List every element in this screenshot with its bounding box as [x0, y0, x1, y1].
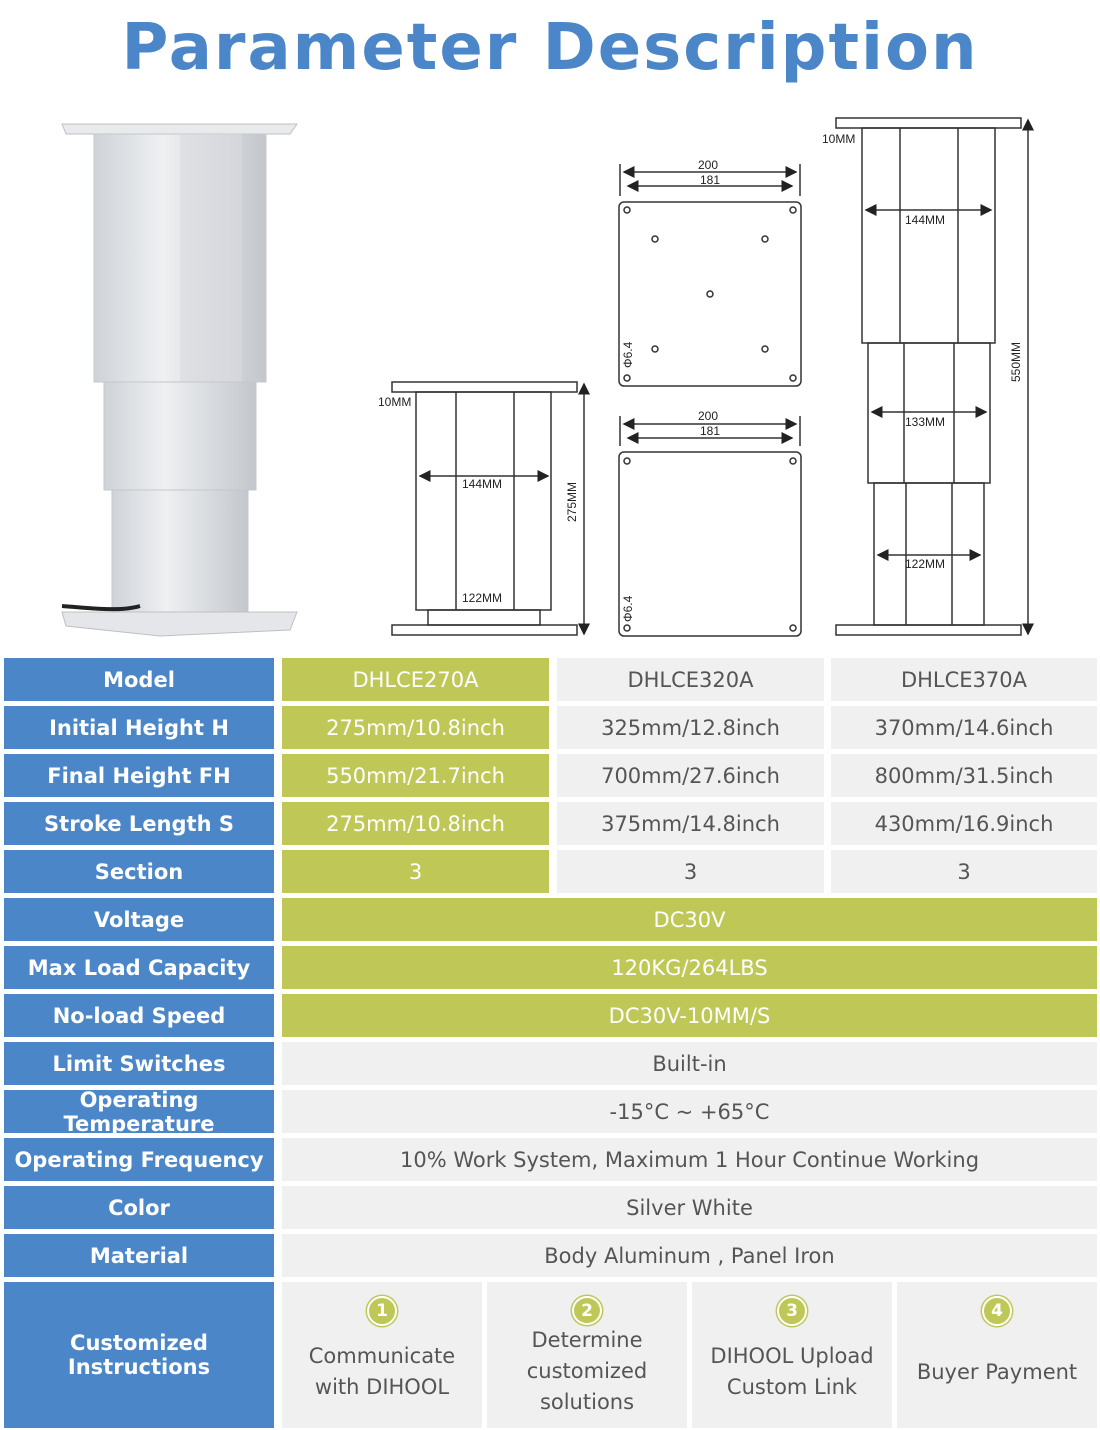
table-row-max-load [0, 946, 1100, 989]
row-label: Model [4, 658, 274, 701]
value-cell: 325mm/12.8inch [557, 706, 824, 749]
tall-width-2-label: 133MM [905, 415, 946, 429]
table-row-customized-instructions [0, 1282, 1100, 1428]
table-row-voltage [0, 898, 1100, 941]
row-label: Material [4, 1234, 274, 1277]
row-label: Stroke Length S [4, 802, 274, 845]
value-cell: 3 [282, 850, 549, 893]
custom-step [897, 1282, 1097, 1428]
top-plate-hole-label: Φ6.4 [621, 341, 635, 368]
row-label: Operating Frequency [4, 1138, 274, 1181]
custom-step [692, 1282, 892, 1428]
custom-step [487, 1282, 687, 1428]
top-plate-outer-label: 200 [698, 158, 719, 172]
value-cell: 3 [831, 850, 1097, 893]
short-height-label: 275MM [565, 481, 579, 522]
page-title: Parameter Description [121, 11, 979, 85]
table-row-operating-frequency [0, 1138, 1100, 1181]
table-row-final-height [0, 754, 1100, 797]
value-cell: 430mm/16.9inch [831, 802, 1097, 845]
value-cell: 375mm/14.8inch [557, 802, 824, 845]
tall-plate-label: 10MM [822, 132, 856, 146]
table-row-no-load-speed [0, 994, 1100, 1037]
value-cell: 275mm/10.8inch [282, 802, 549, 845]
row-label: Final Height FH [4, 754, 274, 797]
top-plate-drawing [619, 164, 801, 386]
step-number-badge: 4 [982, 1296, 1012, 1326]
row-label: Section [4, 850, 274, 893]
value-cell: -15°C ~ +65°C [282, 1090, 1097, 1133]
tall-width-3-label: 122MM [905, 557, 946, 571]
step-number-badge: 1 [367, 1296, 397, 1326]
value-cell: 275mm/10.8inch [282, 706, 549, 749]
short-width-top-label: 144MM [462, 477, 503, 491]
value-cell: 10% Work System, Maximum 1 Hour Continue Working [282, 1138, 1097, 1181]
value-cell: 120KG/264LBS [282, 946, 1097, 989]
value-cell: Silver White [282, 1186, 1097, 1229]
bottom-plate-inner-label: 181 [700, 424, 721, 438]
value-cell: 3 [557, 850, 824, 893]
value-cell: Built-in [282, 1042, 1097, 1085]
row-label: Customized Instructions [4, 1282, 274, 1428]
short-width-bottom-label: 122MM [462, 591, 503, 605]
step-number-badge: 2 [572, 1296, 602, 1325]
column-photo [62, 124, 297, 636]
value-cell: Body Aluminum , Panel Iron [282, 1234, 1097, 1277]
row-label: Max Load Capacity [4, 946, 274, 989]
table-row-model [0, 658, 1100, 701]
value-cell: 700mm/27.6inch [557, 754, 824, 797]
custom-step [282, 1282, 482, 1428]
bottom-plate-drawing [619, 416, 801, 636]
table-row-material [0, 1234, 1100, 1277]
value-cell: DC30V [282, 898, 1097, 941]
row-label: No-load Speed [4, 994, 274, 1037]
value-cell: DC30V-10MM/S [282, 994, 1097, 1037]
table-row-limit-switches [0, 1042, 1100, 1085]
bottom-plate-hole-label: Φ6.4 [621, 595, 635, 622]
model-cell: DHLCE370A [831, 658, 1097, 701]
short-plate-label: 10MM [378, 395, 412, 409]
product-drawings [0, 0, 1100, 650]
tall-height-label: 550MM [1009, 341, 1023, 382]
step-text: Communicate with DIHOOL [308, 1344, 456, 1399]
table-row-section [0, 850, 1100, 893]
value-cell: 550mm/21.7inch [282, 754, 549, 797]
row-label: Color [4, 1186, 274, 1229]
step-number-badge: 3 [777, 1296, 807, 1326]
table-row-operating-temperature [0, 1087, 1100, 1136]
row-label: Voltage [4, 898, 274, 941]
table-row-initial-height [0, 706, 1100, 749]
step-text: Determine customized solutions [526, 1328, 648, 1414]
tall-width-1-label: 144MM [905, 213, 946, 227]
value-cell: 800mm/31.5inch [831, 754, 1097, 797]
model-cell: DHLCE320A [557, 658, 824, 701]
table-row-stroke-length [0, 802, 1100, 845]
value-cell: 370mm/14.6inch [831, 706, 1097, 749]
step-text: Buyer Payment [916, 1359, 1078, 1384]
bottom-plate-outer-label: 200 [698, 409, 719, 423]
top-plate-inner-label: 181 [700, 173, 721, 187]
row-label: Operating Temperature [4, 1090, 274, 1133]
row-label: Limit Switches [4, 1042, 274, 1085]
row-label: Initial Height H [4, 706, 274, 749]
model-cell: DHLCE270A [282, 658, 549, 701]
step-text: DIHOOL Upload Custom Link [710, 1344, 874, 1399]
table-row-color [0, 1186, 1100, 1229]
